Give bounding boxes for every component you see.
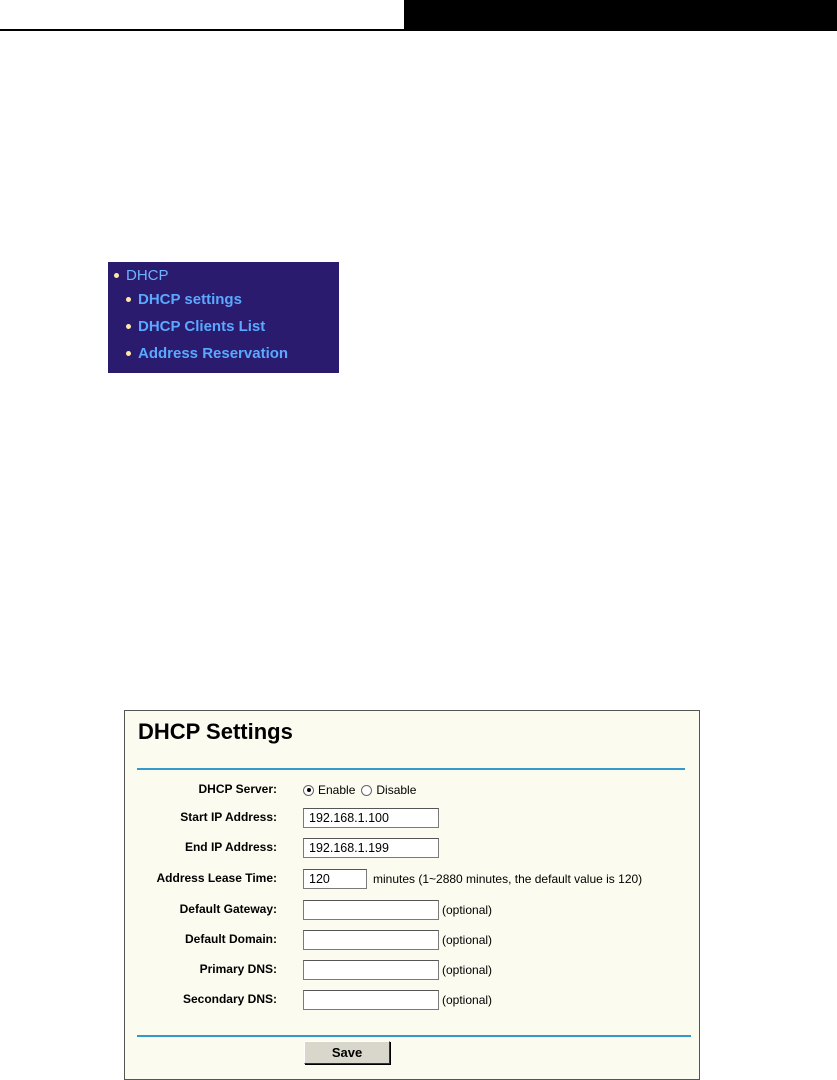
menu-item-address-reservation[interactable]: [108, 340, 339, 367]
default-domain-row: [125, 928, 701, 952]
end-ip-input[interactable]: [303, 838, 439, 858]
end-ip-label: End IP Address:: [184, 840, 277, 854]
dhcp-settings-panel: [124, 710, 700, 1080]
primary-dns-input[interactable]: [303, 960, 439, 980]
secondary-dns-input[interactable]: [303, 990, 439, 1010]
default-gateway-label: Default Gateway:: [179, 902, 277, 916]
lease-time-input[interactable]: [303, 869, 367, 889]
menu-item-dhcp-settings[interactable]: [108, 286, 339, 313]
dhcp-server-radio-group: [303, 778, 422, 802]
save-button[interactable]: Save: [304, 1041, 390, 1064]
bullet-icon: [126, 297, 131, 302]
dhcp-server-label: DHCP Server:: [198, 782, 277, 796]
footer-divider: [137, 1035, 691, 1037]
default-domain-label: Default Domain:: [184, 932, 277, 946]
menu-item-label: DHCP settings: [138, 291, 242, 308]
menu-item-label: DHCP Clients List: [138, 318, 266, 335]
secondary-dns-note: (optional): [442, 993, 493, 1007]
bullet-icon: [126, 351, 131, 356]
lease-time-label: Address Lease Time:: [156, 871, 277, 885]
menu-item-dhcp[interactable]: [108, 264, 339, 286]
title-divider: [137, 768, 685, 770]
disable-radio[interactable]: [361, 785, 372, 796]
secondary-dns-row: [125, 988, 701, 1012]
primary-dns-note: (optional): [442, 963, 493, 977]
bullet-icon: [126, 324, 131, 329]
start-ip-input[interactable]: [303, 808, 439, 828]
primary-dns-row: [125, 958, 701, 982]
lease-time-row: [125, 867, 701, 891]
enable-radio[interactable]: [303, 785, 314, 796]
default-domain-note: (optional): [442, 933, 493, 947]
menu-item-dhcp-clients-list[interactable]: [108, 313, 339, 340]
default-gateway-input[interactable]: [303, 900, 439, 920]
start-ip-row: [125, 806, 701, 830]
end-ip-row: [125, 836, 701, 860]
start-ip-label: Start IP Address:: [180, 810, 277, 824]
secondary-dns-label: Secondary DNS:: [182, 992, 277, 1006]
enable-radio-label[interactable]: Enable: [318, 783, 356, 797]
menu-item-label: Address Reservation: [138, 345, 289, 362]
page-header-rule: [0, 29, 837, 31]
menu-item-label: DHCP: [126, 266, 169, 284]
bullet-icon: [114, 273, 119, 278]
default-gateway-row: [125, 898, 701, 922]
dhcp-menu: [108, 262, 339, 373]
primary-dns-label: Primary DNS:: [199, 962, 277, 976]
dhcp-server-row: [125, 778, 701, 802]
panel-title: DHCP Settings: [138, 719, 293, 744]
page-header-block: [404, 0, 837, 30]
default-gateway-note: (optional): [442, 903, 493, 917]
disable-radio-label[interactable]: Disable: [376, 783, 417, 797]
default-domain-input[interactable]: [303, 930, 439, 950]
lease-time-note: minutes (1~2880 minutes, the default value is 120): [373, 872, 643, 886]
